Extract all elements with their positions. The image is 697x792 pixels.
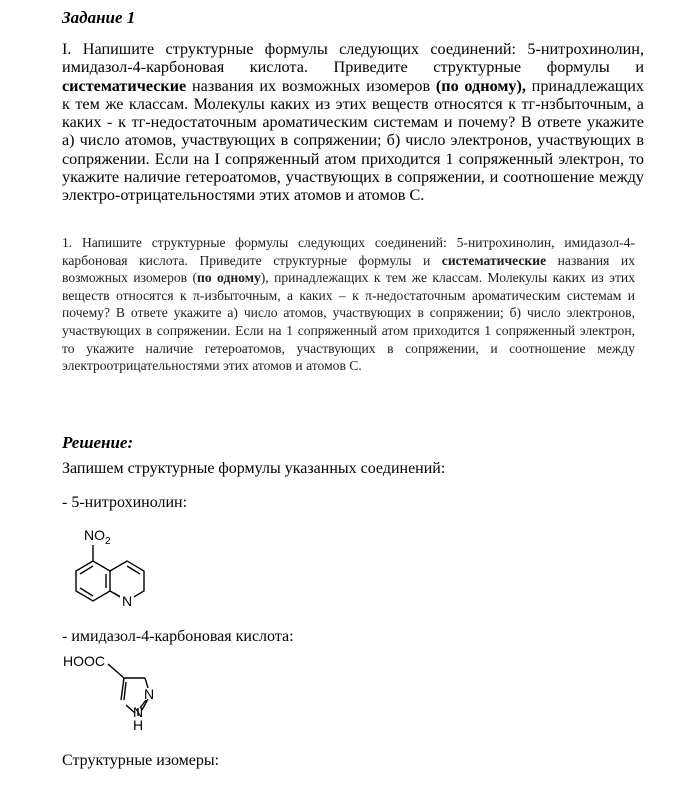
nitroquinoline-structure: [60, 518, 170, 613]
scan-text-part2: названия их возможных изомеров (: [62, 252, 636, 286]
scanned-task-text: [62, 234, 635, 375]
scan-text-part3: ), принадлежащих к тем же классам. Молекулы каких из этих веществ относятся к π-избыточным, а каких – к π-недостаточным ароматическим системам и почему? В ответе укажите а) число атомов, участвующих в сопряжении; б) число электронов, участвующих в сопряжении. Если на 1 сопряженный атом приходится 1 сопряженный электрон, то укажите наличие гетероатомов, участвующих в сопряжении, и соотношение между электроотрицательностями этих атомов и атомов С.: [62, 270, 635, 374]
item-imidazole-acid: - имидазол-4-карбоновая кислота:: [62, 628, 294, 645]
item-nitroquinoline: - 5-нитрохинолин:: [62, 494, 188, 511]
scan-text-part1: 1. Напишите структурные формулы следующих соединений: 5-нитрохинолин, имидазол-4-карбоновая кислота. Приведите структурные формулы и: [62, 235, 635, 268]
solution-intro: Запишем структурные формулы указанных соединений:: [62, 460, 446, 477]
task-text-part3: принадлежащих к тем же классам. Молекулы каких из этих веществ относятся к тг-нзбыточным, а каких - к тг-недостаточным ароматическим системам и почему? В ответе укажите а) число атомов, участвующих в сопряжении; б) число электронов, участвующих в сопряжении. Если на I сопряженный атом приходится 1 сопряженный электрон, то укажите наличие гетероатомов, участвующих в сопряжении, и соотношение между электро-отрицательностями этих атомов и атомов С.: [62, 76, 645, 205]
imidazole-n3-label: N: [144, 686, 155, 702]
scan-text-bold2: по одному: [197, 270, 261, 286]
task-text-part1: I. Напишите структурные формулы следующих соединений: 5-нитрохинолин, имидазол-4-карбоновая кислота. Приведите структурные формулы и: [62, 40, 644, 77]
task-title: Задание 1: [62, 8, 136, 27]
imidazole-acid-structure: [60, 650, 180, 730]
scan-text-bold1: систематические: [441, 252, 547, 268]
quinoline-nitrogen-label: N: [122, 593, 133, 609]
task-text-part2: названия их возможных изомеров: [186, 76, 436, 95]
imidazole-h-label: H: [133, 717, 144, 730]
carboxyl-group-label: HOOC: [63, 653, 105, 669]
task-text: [62, 40, 644, 205]
solution-heading: Решение:: [62, 433, 134, 452]
isomers-heading: Структурные изомеры:: [62, 752, 220, 769]
imidazole-n1-label: N: [133, 704, 144, 720]
nitro-group-label: $NO_2$: [84, 527, 111, 547]
task-text-bold1: систематические: [62, 76, 187, 95]
task-text-bold2: (по одному),: [435, 76, 526, 95]
